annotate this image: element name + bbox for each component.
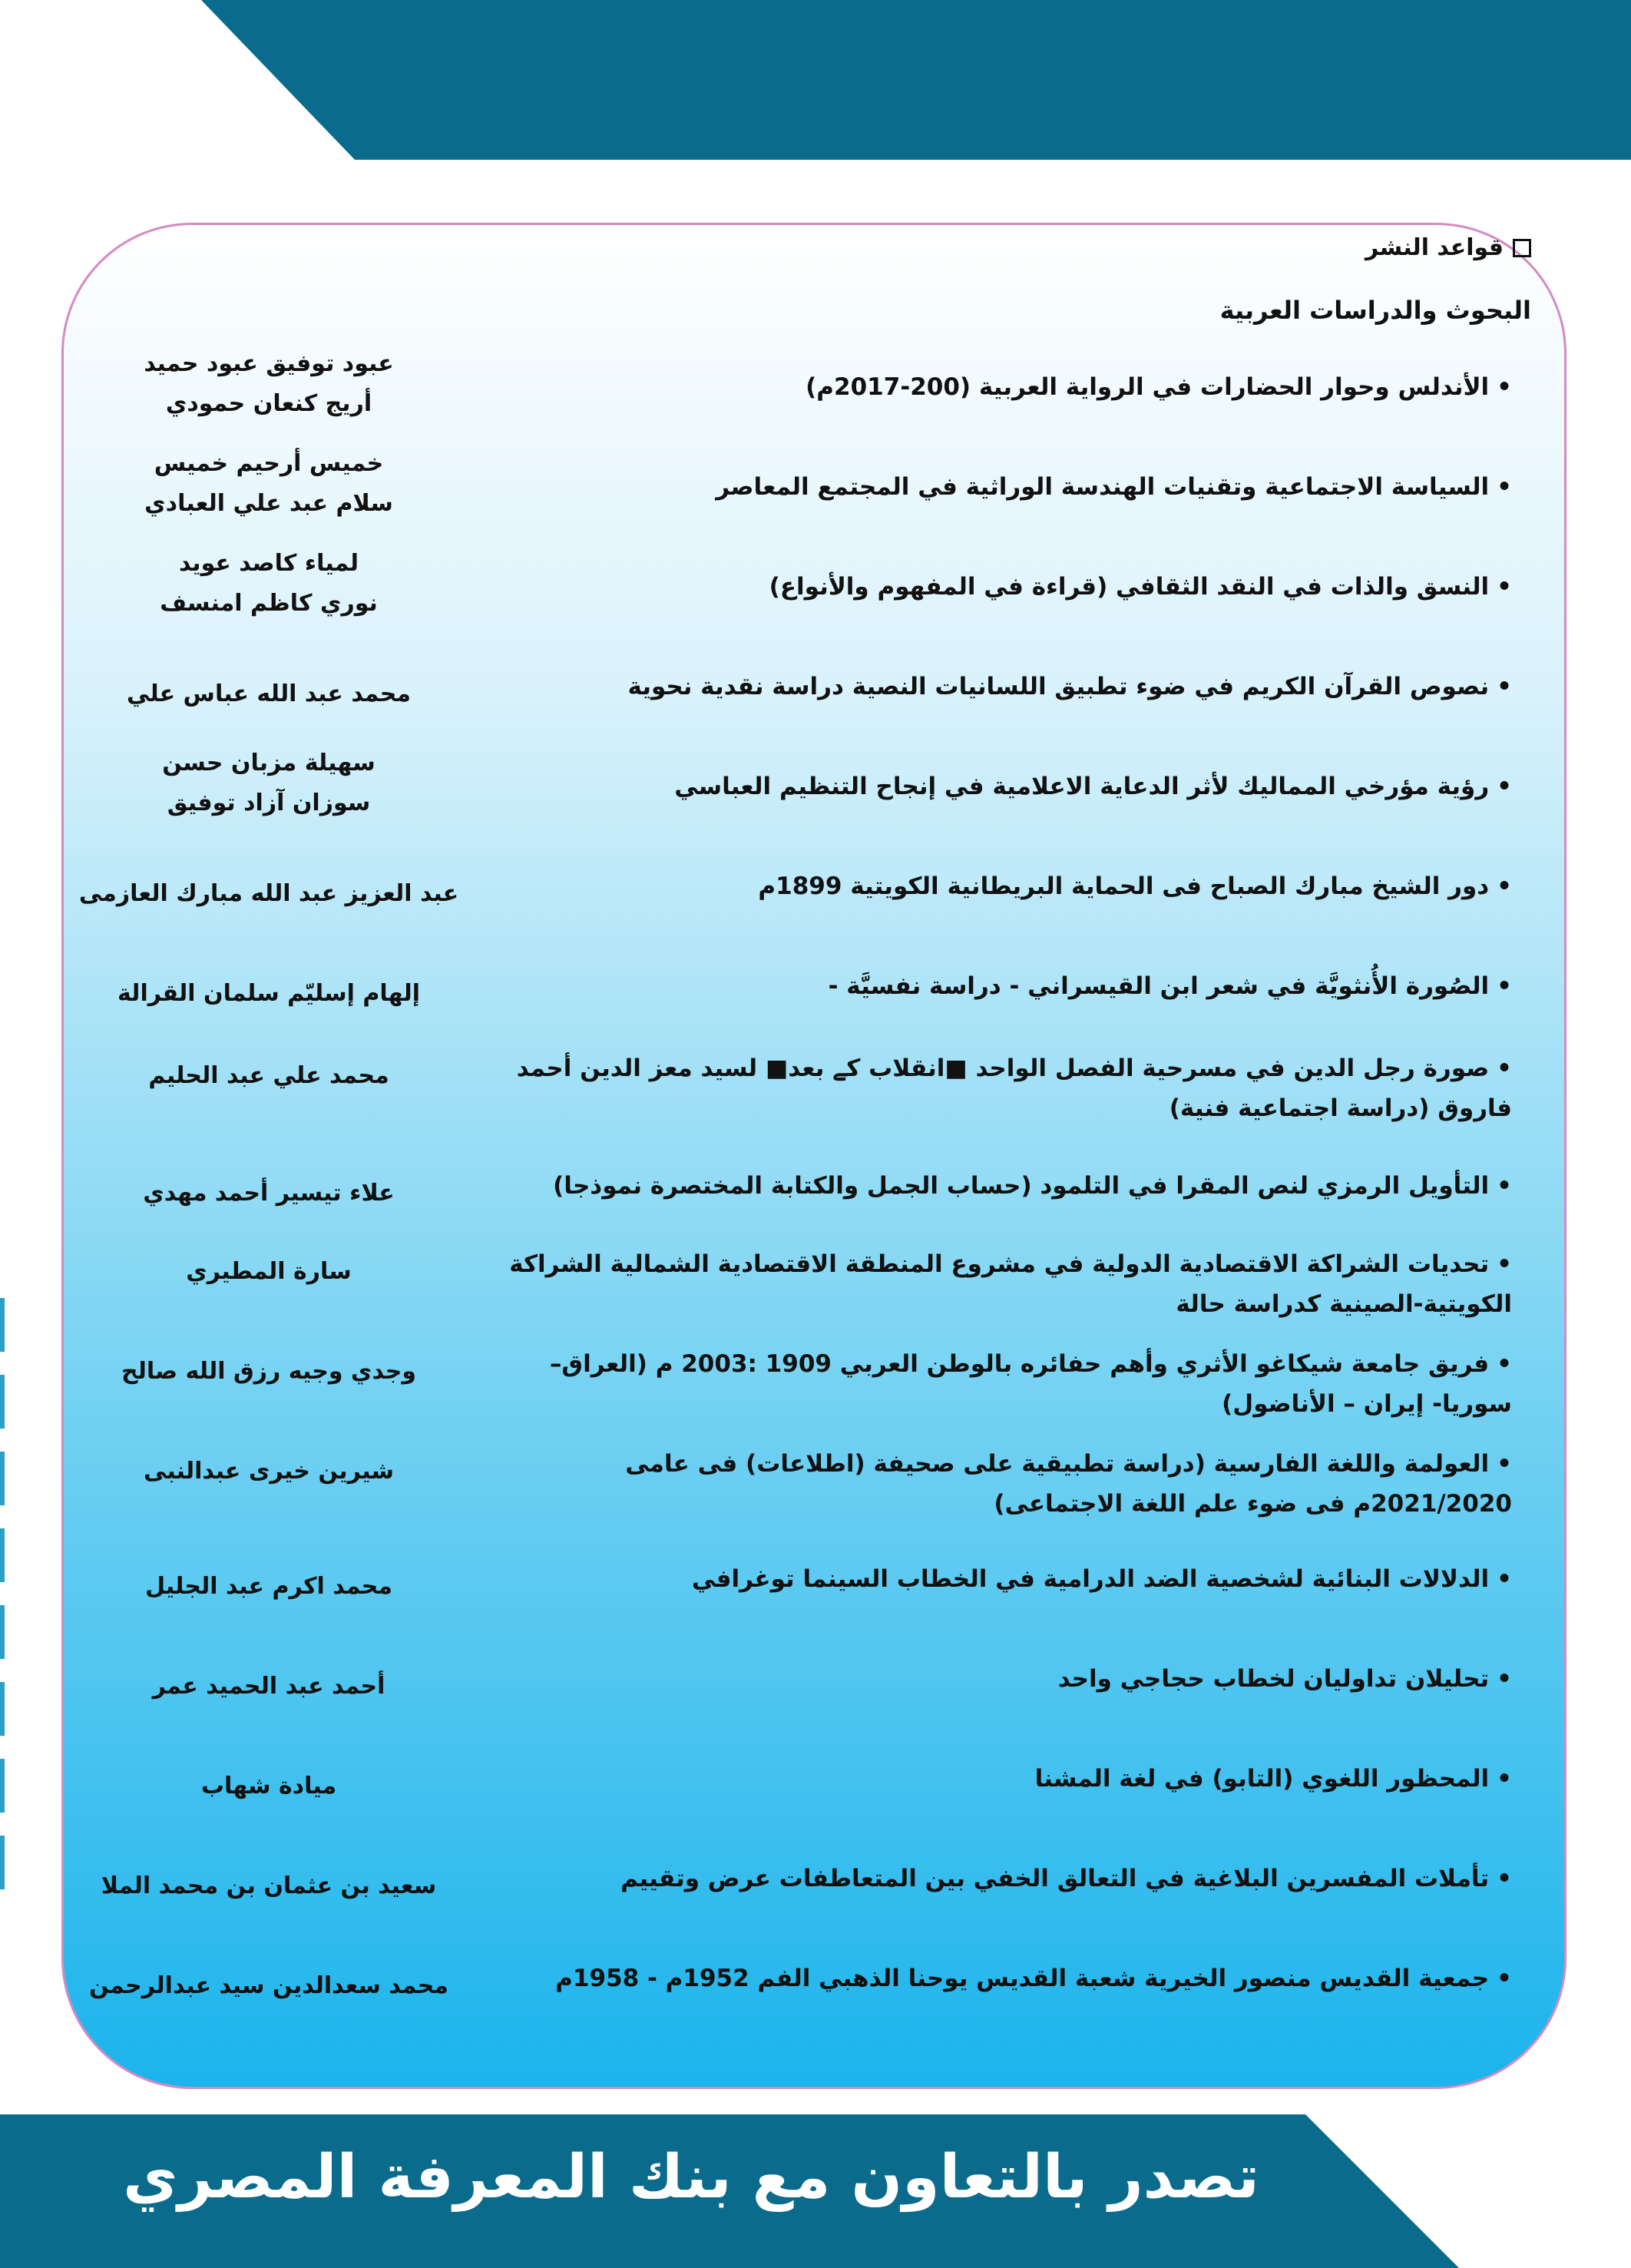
article-authors: [77, 1174, 461, 1213]
article-title: • تأملات المفسرين البلاغية في التعالق الخفي بين المتعاطفات عرض وتقييم: [483, 1859, 1512, 1899]
article-title: • الأندلس وحوار الحضارات في الرواية العربية (200-2017م): [483, 367, 1512, 407]
author-name: سوزان آزاد توفيق: [167, 790, 371, 816]
article-title: • العولمة واللغة الفارسية (دراسة تطبيقية على صحيفة (اطلاعات) فى عامى 2021/2020م فى ضوء علم اللغة الاجتماعى): [483, 1444, 1512, 1524]
article-authors: [77, 1056, 461, 1096]
article-authors: [77, 544, 461, 624]
article-title: • الصُورة الأُنثويَّة في شعر ابن القيسراني - دراسة نفسيَّة -: [483, 966, 1512, 1006]
author-name: محمد اكرم عبد الجليل: [145, 1573, 392, 1600]
article-authors: [77, 1252, 461, 1292]
footer-text: تصدر بالتعاون مع بنك المعرفة المصري: [123, 2143, 1259, 2212]
author-name: عبد العزيز عبد الله مبارك العازمى: [78, 880, 459, 907]
article-title: • صورة رجل الدين في مسرحية الفصل الواحد ■انقلاب كے بعد■ لسيد معز الدين أحمد فاروق (دراسة اجتماعية فنية): [483, 1048, 1512, 1128]
author-name: سارة المطيري: [186, 1258, 352, 1285]
author-name: عبود توفيق عبود حميد: [144, 350, 394, 377]
article-authors: [77, 1966, 461, 2006]
author-name: سعيد بن عثمان بن محمد الملا: [101, 1872, 437, 1899]
author-name: محمد سعدالدين سيد عبدالرحمن: [89, 1972, 448, 1999]
article-authors: [77, 743, 461, 823]
article-authors: [77, 444, 461, 524]
author-name: أحمد عبد الحميد عمر: [152, 1673, 385, 1700]
section-header-text: قواعد النشر: [1365, 234, 1504, 261]
article-authors: [77, 1567, 461, 1607]
article-title: • رؤية مؤرخي المماليك لأثر الدعاية الاعلامية في إنجاح التنظيم العباسي: [483, 766, 1512, 806]
article-authors: [77, 344, 461, 424]
article-authors: [77, 1766, 461, 1806]
article-authors: [77, 974, 461, 1014]
article-authors: [77, 1667, 461, 1707]
author-name: علاء تيسير أحمد مهدي: [143, 1180, 395, 1207]
article-title: • نصوص القرآن الكريم في ضوء تطبيق اللسانيات النصية دراسة نقدية نحوية: [483, 667, 1512, 707]
article-authors: [77, 1452, 461, 1492]
author-name: أريج كنعان حمودي: [165, 390, 372, 417]
article-authors: [77, 674, 461, 714]
author-name: محمد علي عبد الحليم: [148, 1062, 389, 1089]
author-name: نوري كاظم امنسف: [160, 590, 378, 617]
author-name: محمد عبد الله عباس علي: [127, 680, 411, 707]
article-title: • تحديات الشراكة الاقتصادية الدولية في مشروع المنطقة الاقتصادية الشمالية الشراكة الكويتية-الصينية كدراسة حالة: [483, 1244, 1512, 1324]
article-authors: [77, 1352, 461, 1392]
article-title: • تحليلان تداوليان لخطاب حجاجي واحد: [483, 1659, 1512, 1699]
article-title: • المحظور اللغوي (التابو) في لغة المشنا: [483, 1759, 1512, 1799]
author-name: إلهام إسليّم سلمان القرالة: [117, 980, 420, 1007]
section-subheader: البحوث والدراسات العربية: [1219, 296, 1531, 325]
article-authors: [77, 874, 461, 914]
article-title: • فريق جامعة شيكاغو الأثري وأهم حفائره بالوطن العربي 1909 :2003 م (العراق– سوريا- إيران – الأناضول): [483, 1344, 1512, 1424]
author-name: وجدي وجيه رزق الله صالح: [121, 1358, 417, 1385]
article-authors: [77, 1866, 461, 1906]
author-name: ميادة شهاب: [200, 1773, 337, 1800]
author-name: سلام عبد علي العبادي: [144, 490, 393, 517]
article-title: • السياسة الاجتماعية وتقنيات الهندسة الوراثية في المجتمع المعاصر: [483, 467, 1512, 507]
author-name: لمياء كاصد عويد: [178, 550, 359, 577]
article-title: • جمعية القديس منصور الخيرية شعبة القديس يوحنا الذهبي الفم 1952م - 1958م: [483, 1958, 1512, 1998]
article-title: • النسق والذات في النقد الثقافي (قراءة في المفهوم والأنواع): [483, 567, 1512, 607]
author-name: خميس أرحيم خميس: [154, 450, 384, 477]
author-name: سهيلة مزبان حسن: [162, 750, 375, 776]
author-name: شيرين خيرى عبدالنبى: [143, 1458, 395, 1485]
article-title: • دور الشيخ مبارك الصباح فى الحماية البريطانية الكويتية 1899م: [483, 866, 1512, 906]
article-title: • التأويل الرمزي لنص المقرا في التلمود (حساب الجمل والكتابة المختصرة نموذجا): [483, 1166, 1512, 1206]
article-title: • الدلالات البنائية لشخصية الضد الدرامية في الخطاب السينما توغرافي: [483, 1559, 1512, 1599]
